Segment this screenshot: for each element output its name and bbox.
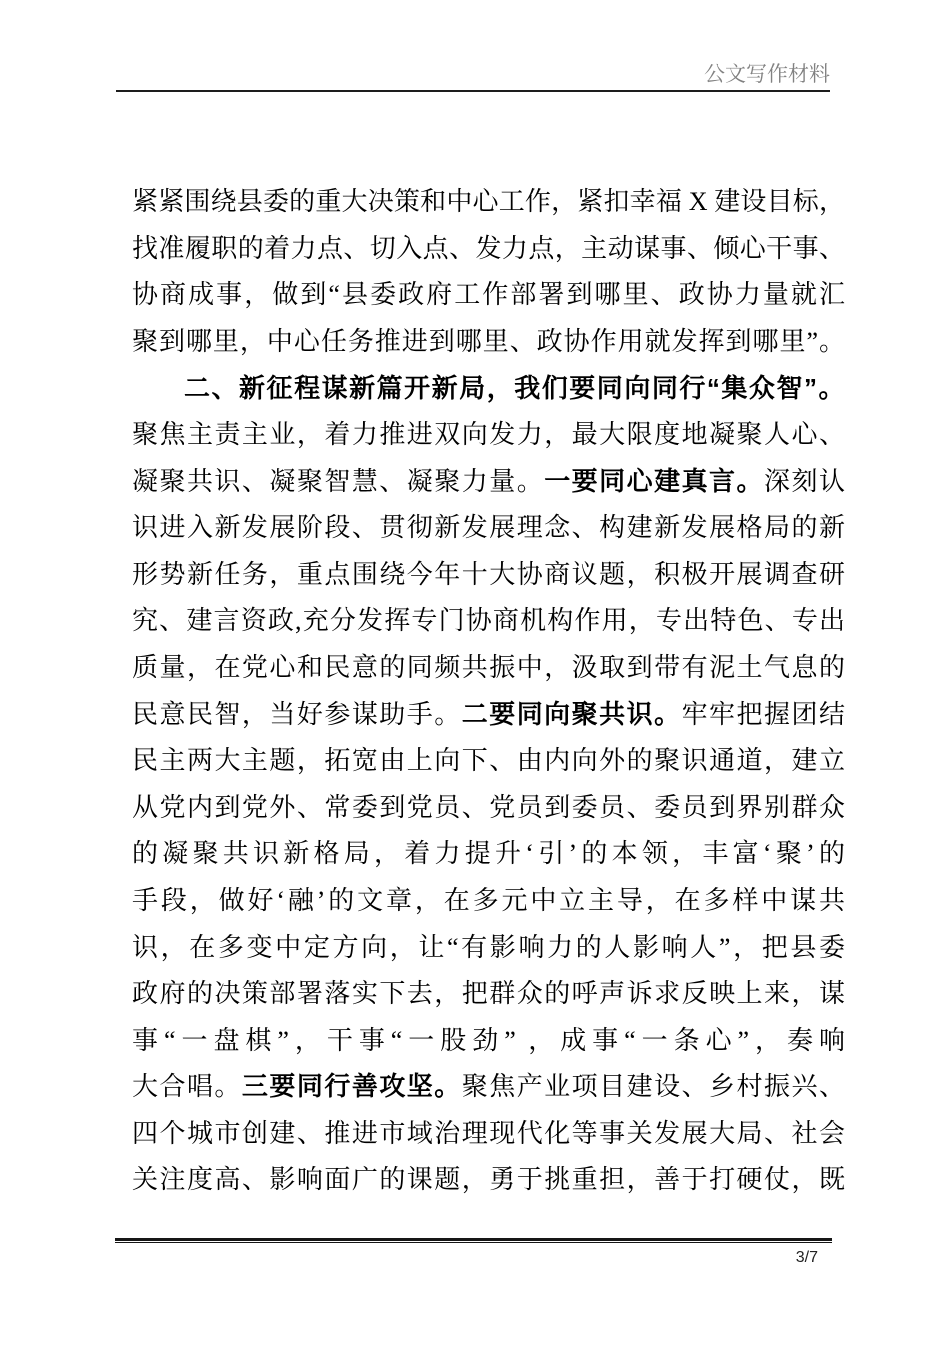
body-text-run: 识，在多变中定方向，让“有影响力的人影响人”，把县委 [132,932,845,962]
emphasis-text: 三要同行善攻坚。 [241,1072,462,1102]
body-text-run: 形势新任务，重点围绕今年十大协商议题，积极开展调查研 [132,559,845,589]
footer-rule-thin [115,1242,832,1243]
body-text-run: 四个城市创建、推进市域治理现代化等事关发展大局、社会 [132,1118,845,1148]
body-text-run: 民意民智，当好参谋助手。 [132,699,462,729]
emphasis-text: 一要同心建真言。 [544,466,765,496]
emphasis-text: 二、新征程谋新篇开新局，我们要同向同行“集众智”。 [184,373,845,404]
body-text-run: 从党内到党外、常委到党员、党员到委员、委员到界别群众 [132,792,845,822]
body-text-run: 聚焦产业项目建设、乡村振兴、 [461,1072,845,1102]
body-text-run: 识进入新发展阶段、贯彻新发展理念、构建新发展格局的新 [132,513,845,543]
text-line [132,319,845,366]
text-line [132,412,845,459]
body-text-run: 的凝聚共识新格局，着力提升‘引’的本领，丰富‘聚’的 [132,839,845,869]
text-line [132,1018,845,1065]
text-line [132,878,845,925]
body-text-run: 质量，在党心和民意的同频共振中，汲取到带有泥土气息的 [132,652,845,682]
text-line [132,1111,845,1158]
text-line [132,1157,845,1204]
text-line [132,1064,845,1111]
emphasis-text: 二要同向聚共识。 [461,699,682,729]
text-line [132,552,845,599]
body-text-run: 协商成事，做到“县委政府工作部署到哪里、政协力量就汇 [132,280,845,310]
header-title: 公文写作材料 [704,62,830,86]
text-line [132,459,845,506]
body-text-run: 聚到哪里，中心任务推进到哪里、政协作用就发挥到哪里”。 [132,326,845,356]
page-header [116,58,830,92]
heading-line [132,365,845,412]
text-line [132,645,845,692]
text-line [132,505,845,552]
body-text-run: 深刻认 [764,466,845,496]
body-text-run: 事“一盘棋”，干事“一股劲” ，成事“一条心”，奏响 [132,1025,845,1055]
text-line [132,971,845,1018]
body-text-run: 手段，做好‘融’的文章，在多元中立主导，在多样中谋共 [132,885,845,915]
page-footer [115,1238,832,1268]
body-text-run: 聚焦主责主业，着力推进双向发力，最大限度地凝聚人心、 [132,419,845,449]
body-text-run: 牢牢把握团结 [681,699,845,729]
footer-rule-thick [115,1238,832,1241]
text-line [132,272,845,319]
body-text-run: 大合唱。 [132,1072,242,1102]
document-body [132,179,845,1204]
text-line [132,785,845,832]
text-line [132,925,845,972]
body-text-run: 关注度高、影响面广的课题，勇于挑重担，善于打硬仗，既 [132,1165,845,1195]
text-line [132,179,845,226]
body-text-run: 找准履职的着力点、切入点、发力点，主动谋事、倾心干事、 [132,233,845,263]
text-line [132,831,845,878]
text-line [132,738,845,785]
text-line [132,598,845,645]
body-text-run: 究、建言资政,充分发挥专门协商机构作用，专出特色、专出 [132,606,845,636]
page-number: 3/7 [795,1249,818,1266]
body-text-run: 紧紧围绕县委的重大决策和中心工作，紧扣幸福 X 建设目标， [132,187,845,216]
body-text-run: 凝聚共识、凝聚智慧、凝聚力量。 [132,466,545,496]
body-text-run: 政府的决策部署落实下去，把群众的呼声诉求反映上来，谋 [132,979,845,1009]
text-line [132,226,845,273]
text-line [132,692,845,739]
body-text-run: 民主两大主题，拓宽由上向下、由内向外的聚识通道，建立 [132,746,845,776]
